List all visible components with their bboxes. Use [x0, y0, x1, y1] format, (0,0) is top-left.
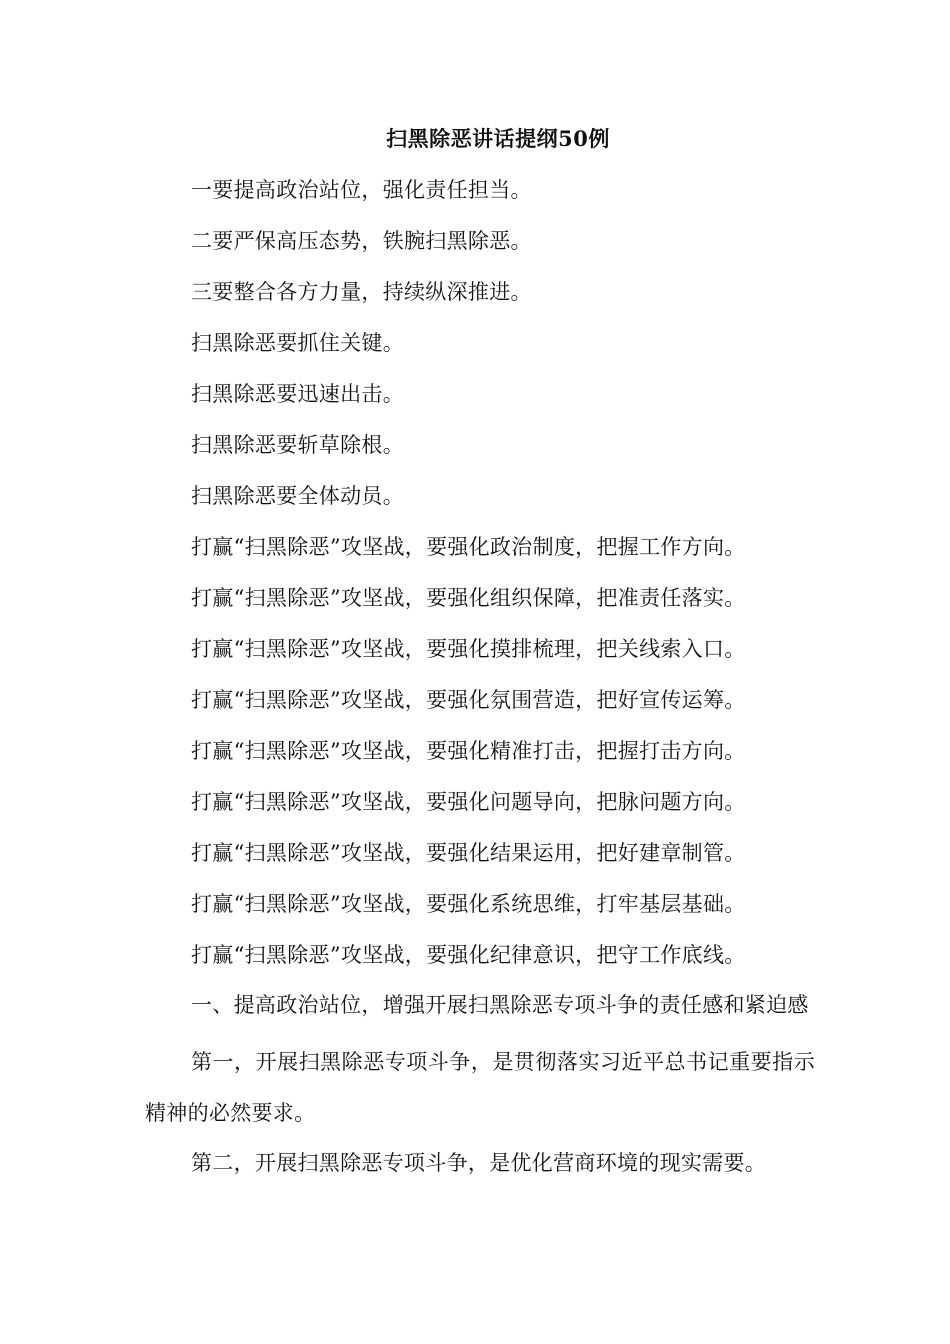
- paragraph: 一要提高政治站位，强化责任担当。: [191, 178, 532, 202]
- paragraph: 扫黑除恶要全体动员。: [191, 484, 404, 508]
- paragraph: 打赢“扫黑除恶”攻坚战，要强化摸排梳理，把关线索入口。: [191, 637, 746, 661]
- paragraph: 打赢“扫黑除恶”攻坚战，要强化氛围营造，把好宣传运筹。: [191, 688, 746, 712]
- paragraph: 打赢“扫黑除恶”攻坚战，要强化组织保障，把准责任落实。: [191, 586, 746, 610]
- paragraph: 打赢“扫黑除恶”攻坚战，要强化系统思维，打牢基层基础。: [191, 892, 746, 916]
- paragraph: 打赢“扫黑除恶”攻坚战，要强化纪律意识，把守工作底线。: [191, 943, 746, 967]
- paragraph: 打赢“扫黑除恶”攻坚战，要强化政治制度，把握工作方向。: [191, 535, 746, 559]
- paragraph: 三要整合各方力量，持续纵深推进。: [191, 280, 532, 304]
- paragraph: 二要严保高压态势，铁腕扫黑除恶。: [191, 229, 532, 253]
- paragraph: 打赢“扫黑除恶”攻坚战，要强化问题导向，把脉问题方向。: [191, 790, 746, 814]
- document-body: [145, 172, 815, 1196]
- paragraph: 第一，开展扫黑除恶专项斗争，是贯彻落实习近平总书记重要指示精神的必然要求。: [145, 1050, 815, 1125]
- section-heading: 一、提高政治站位，增强开展扫黑除恶专项斗争的责任感和紧迫感: [191, 993, 809, 1017]
- paragraph: 打赢“扫黑除恶”攻坚战，要强化精准打击，把握打击方向。: [191, 739, 746, 763]
- paragraph: 扫黑除恶要斩草除根。: [191, 433, 404, 457]
- paragraph: 扫黑除恶要抓住关键。: [191, 331, 404, 355]
- paragraph: 打赢“扫黑除恶”攻坚战，要强化结果运用，把好建章制管。: [191, 841, 746, 865]
- paragraph: 第二，开展扫黑除恶专项斗争，是优化营商环境的现实需要。: [191, 1151, 767, 1175]
- document-title: 扫黑除恶讲话提纲50例: [386, 126, 610, 151]
- paragraph: 扫黑除恶要迅速出击。: [191, 382, 404, 406]
